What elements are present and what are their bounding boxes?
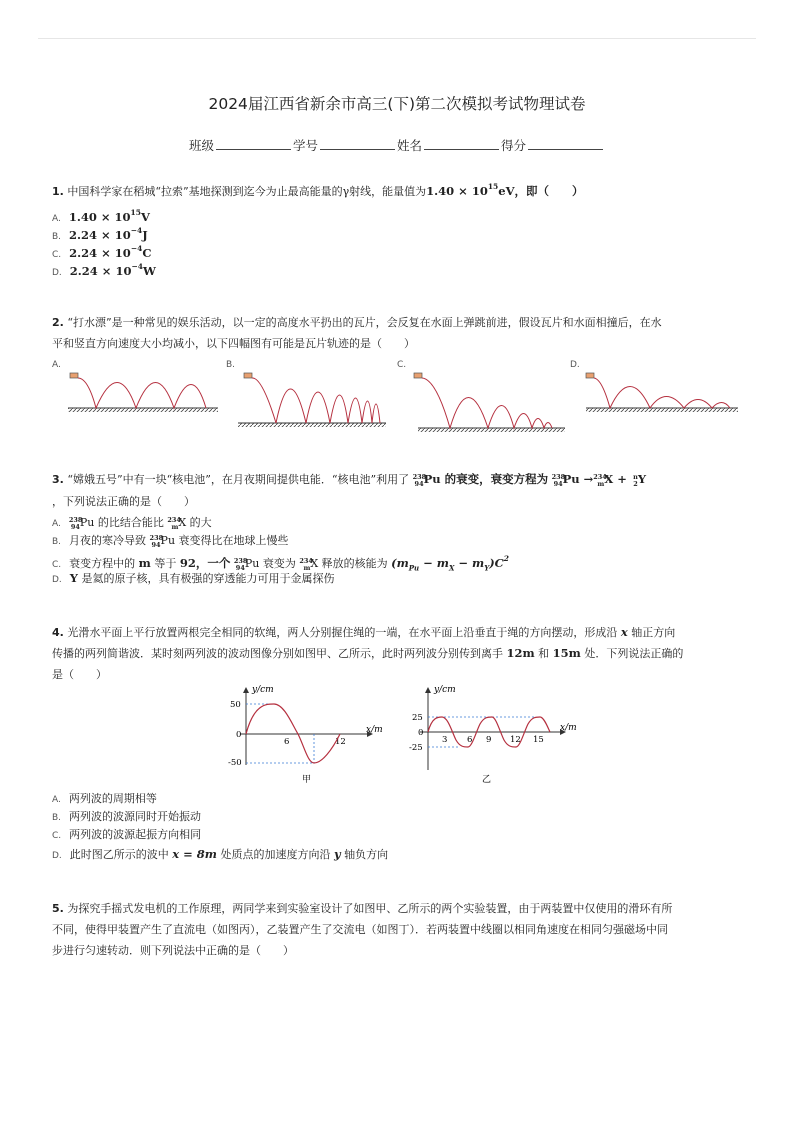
option-value: 1.40 × 10: [68, 210, 131, 224]
header-divider: [38, 38, 756, 39]
option-label: C.: [52, 250, 62, 260]
question-1: [52, 176, 742, 202]
question-number: 1.: [52, 185, 64, 198]
question-number: 5.: [52, 902, 64, 915]
option-text: 是氦的原子核，具有极强的穿透能力可用于金属探伤: [81, 572, 335, 585]
option-text-3: 92，一个: [179, 556, 231, 570]
option-label: B.: [52, 232, 62, 242]
isotope-pu238: 238 94: [551, 473, 566, 488]
option-unit: V: [140, 210, 150, 224]
option-value: 2.24 × 10: [69, 264, 132, 278]
x-axis-label: x/m: [366, 725, 383, 735]
name-label: 姓名: [397, 138, 423, 153]
graph-caption: 乙: [482, 775, 492, 785]
option-exponent: −4: [130, 244, 143, 253]
q1-option-d[interactable]: [52, 258, 156, 282]
question-number: 4.: [52, 626, 64, 639]
isotope-pu238: 238 94: [412, 473, 427, 488]
decay-product-y: Y: [637, 472, 647, 486]
option-text-2: X 的大: [178, 516, 212, 529]
x-axis-label: x/m: [560, 723, 577, 733]
page-title: 2024届江西省新余市高三(下)第二次模拟考试物理试卷: [208, 95, 586, 113]
y-tick: 25: [412, 713, 423, 723]
wave-graph-jia: [228, 685, 383, 785]
decay-reactant: Pu →: [562, 472, 594, 486]
question-line-2: 不同，使得甲装置产生了直流电（如图丙），乙装置产生了交流电（如图丁）．若两装置中线圈以相同角速度在相同匀强磁场中同: [52, 923, 668, 936]
var-y: y: [333, 847, 341, 861]
x-tick: 12: [335, 737, 346, 747]
question-line-2: 传播的两列简谐波．某时刻两列波的波动图像分别如图甲、乙所示，此时两列波分别传到离手: [52, 647, 503, 660]
question-number: 3.: [52, 473, 64, 486]
x-tick: 6: [284, 737, 290, 747]
x-tick: 15: [533, 735, 544, 745]
option-unit: C: [142, 246, 152, 260]
option-unit: J: [142, 228, 148, 242]
option-text-2: 处质点的加速度方向沿: [220, 848, 331, 861]
option-text-5: X 释放的核能为: [310, 557, 388, 570]
class-blank[interactable]: [216, 136, 291, 150]
conj: 和: [538, 647, 550, 660]
energy-exponent: 15: [487, 182, 499, 191]
option-text-2: 等于: [154, 557, 177, 570]
score-blank[interactable]: [528, 136, 603, 150]
option-label: B.: [52, 537, 62, 547]
x-tick: 3: [442, 735, 448, 745]
class-label: 班级: [188, 138, 214, 153]
y-tick: 50: [230, 700, 241, 710]
question-line-3: 是（ ）: [52, 668, 107, 681]
distance-15m: 15m: [552, 646, 581, 660]
option-exponent: −4: [130, 226, 143, 235]
q2-trajectory-figures: [0, 365, 794, 440]
stone-icon: [244, 373, 252, 378]
position-expr: x = 8m: [172, 847, 217, 861]
option-text-3: 轴负方向: [344, 848, 389, 861]
option-unit: W: [142, 264, 156, 278]
option-label: D.: [52, 268, 62, 278]
isotope-pu238: 238 94: [233, 557, 248, 572]
isotope-pu238: 238 94: [68, 516, 83, 531]
option-label: A.: [52, 214, 61, 224]
decay-product-x: X +: [604, 472, 627, 486]
option-exponent: 15: [130, 208, 141, 217]
isotope-pu238: 238 94: [149, 534, 164, 549]
option-value: 2.24 × 10: [69, 246, 131, 260]
x-tick: 12: [510, 735, 521, 745]
var-m: m: [138, 556, 151, 570]
distance-12m: 12m: [506, 646, 535, 660]
option-text-2: Pu 衰变得比在地球上慢些: [160, 534, 289, 547]
question-line-3: 步进行匀速转动．则下列说法中正确的是（ ）: [52, 944, 294, 957]
y-tick: -25: [409, 743, 423, 753]
q3-option-a[interactable]: [52, 514, 212, 533]
q3-option-d[interactable]: [52, 569, 335, 589]
graph-caption: 甲: [302, 775, 312, 785]
trajectory-a: [68, 373, 218, 412]
stone-icon: [586, 373, 594, 378]
option-exponent: −4: [131, 262, 143, 271]
option-text: 此时图乙所示的波中: [69, 848, 169, 861]
option-text: 衰变方程中的: [69, 557, 136, 570]
number-label: 学号: [292, 138, 318, 153]
question-number: 2.: [52, 316, 64, 329]
q4-wave-graphs: [210, 680, 590, 790]
score-label: 得分: [501, 138, 527, 153]
wave-graph-yi: [409, 685, 577, 785]
var-y: Y: [69, 571, 79, 585]
question-5: [52, 898, 742, 961]
var-x: x: [620, 625, 628, 639]
question-line-1b: 轴正方向: [631, 626, 676, 639]
trajectory-c: [414, 373, 565, 432]
stone-icon: [414, 373, 422, 378]
q4-option-a[interactable]: [52, 790, 157, 809]
q2-fig-a-label[interactable]: A.: [52, 360, 61, 370]
isotope-x234: 234 m: [593, 473, 607, 488]
y-tick: -50: [228, 758, 242, 768]
y-axis-label: y/cm: [252, 685, 274, 695]
question-text: 中国科学家在稻城“拉索”基地探测到迄今为止最高能量的γ射线，能量值为: [67, 185, 427, 198]
question-text: “嫦娥五号”中有一块“核电池”，在月夜期间提供电能．“核电池”利用了: [67, 473, 410, 486]
option-label: C.: [52, 560, 62, 570]
option-value: 2.24 × 10: [69, 228, 131, 242]
energy-value: 1.40 × 10: [426, 184, 488, 198]
isotope-x234: 234 m: [299, 557, 313, 572]
question-text-2: Pu 的衰变，衰变方程为: [423, 472, 549, 486]
question-line-2: 平和竖直方向速度大小均减小，以下四幅图有可能是瓦片轨迹的是（ ）: [52, 337, 415, 350]
option-label: D.: [52, 575, 62, 585]
option-text: 月夜的寒冷导致: [69, 534, 147, 547]
y-tick: 0: [236, 730, 242, 740]
q4-option-b[interactable]: [52, 808, 201, 827]
x-tick: 6: [467, 735, 473, 745]
number-blank[interactable]: [320, 136, 395, 150]
q2-fig-c-label[interactable]: C.: [397, 360, 407, 370]
q4-option-c[interactable]: [52, 826, 201, 845]
name-blank[interactable]: [424, 136, 499, 150]
option-label: C.: [52, 831, 62, 841]
question-line-1: 光滑水平面上平行放置两根完全相同的软绳，两人分别握住绳的一端，在水平面上沿垂直于绳的方向摆动，形成沿: [67, 626, 618, 639]
student-info-line: [0, 136, 794, 154]
question-line-2: ，下列说法正确的是（ ）: [52, 495, 195, 508]
energy-unit: eV，即（ ）: [498, 184, 584, 198]
q3-option-b[interactable]: [52, 532, 289, 551]
q4-option-d[interactable]: [52, 845, 388, 865]
option-label: A.: [52, 795, 61, 805]
option-label: B.: [52, 813, 62, 823]
question-line-1: 为探究手摇式发电机的工作原理，两同学来到实验室设计了如图甲、乙所示的两个实验装置，由于两装置中仅使用的滑环有所: [67, 902, 673, 915]
stone-icon: [70, 373, 78, 378]
question-line-2b: 处．下列说法正确的: [584, 647, 684, 660]
y-tick: 0: [418, 728, 424, 738]
option-label: D.: [52, 851, 62, 861]
y-axis-label: y/cm: [434, 685, 456, 695]
question-line-1: “打水漂”是一种常见的娱乐活动，以一定的高度水平扔出的瓦片，会反复在水面上弹跳前进，假设瓦片和水面相撞后，在水: [67, 316, 662, 329]
option-text: 两列波的波源起振方向相同: [69, 828, 202, 841]
binding-energy-formula: $(m_{Pu} - m_X - m_Y)C^2$: [391, 554, 510, 573]
isotope-x234: 234 m: [167, 516, 181, 531]
option-text: Pu 的比结合能比: [79, 516, 164, 529]
question-3: [52, 468, 742, 513]
option-label: A.: [52, 519, 61, 529]
isotope-y: n 2: [633, 473, 638, 488]
option-text: 两列波的周期相等: [68, 792, 157, 805]
q2-fig-b-label[interactable]: B.: [226, 360, 236, 370]
question-2: [52, 312, 742, 354]
trajectory-d: [586, 373, 738, 412]
option-text-4: Pu 衰变为: [244, 557, 296, 570]
q2-fig-d-label[interactable]: D.: [570, 360, 580, 370]
trajectory-b: [238, 373, 386, 427]
x-tick: 9: [486, 735, 492, 745]
option-text: 两列波的波源同时开始振动: [69, 810, 202, 823]
question-4: [52, 622, 742, 685]
